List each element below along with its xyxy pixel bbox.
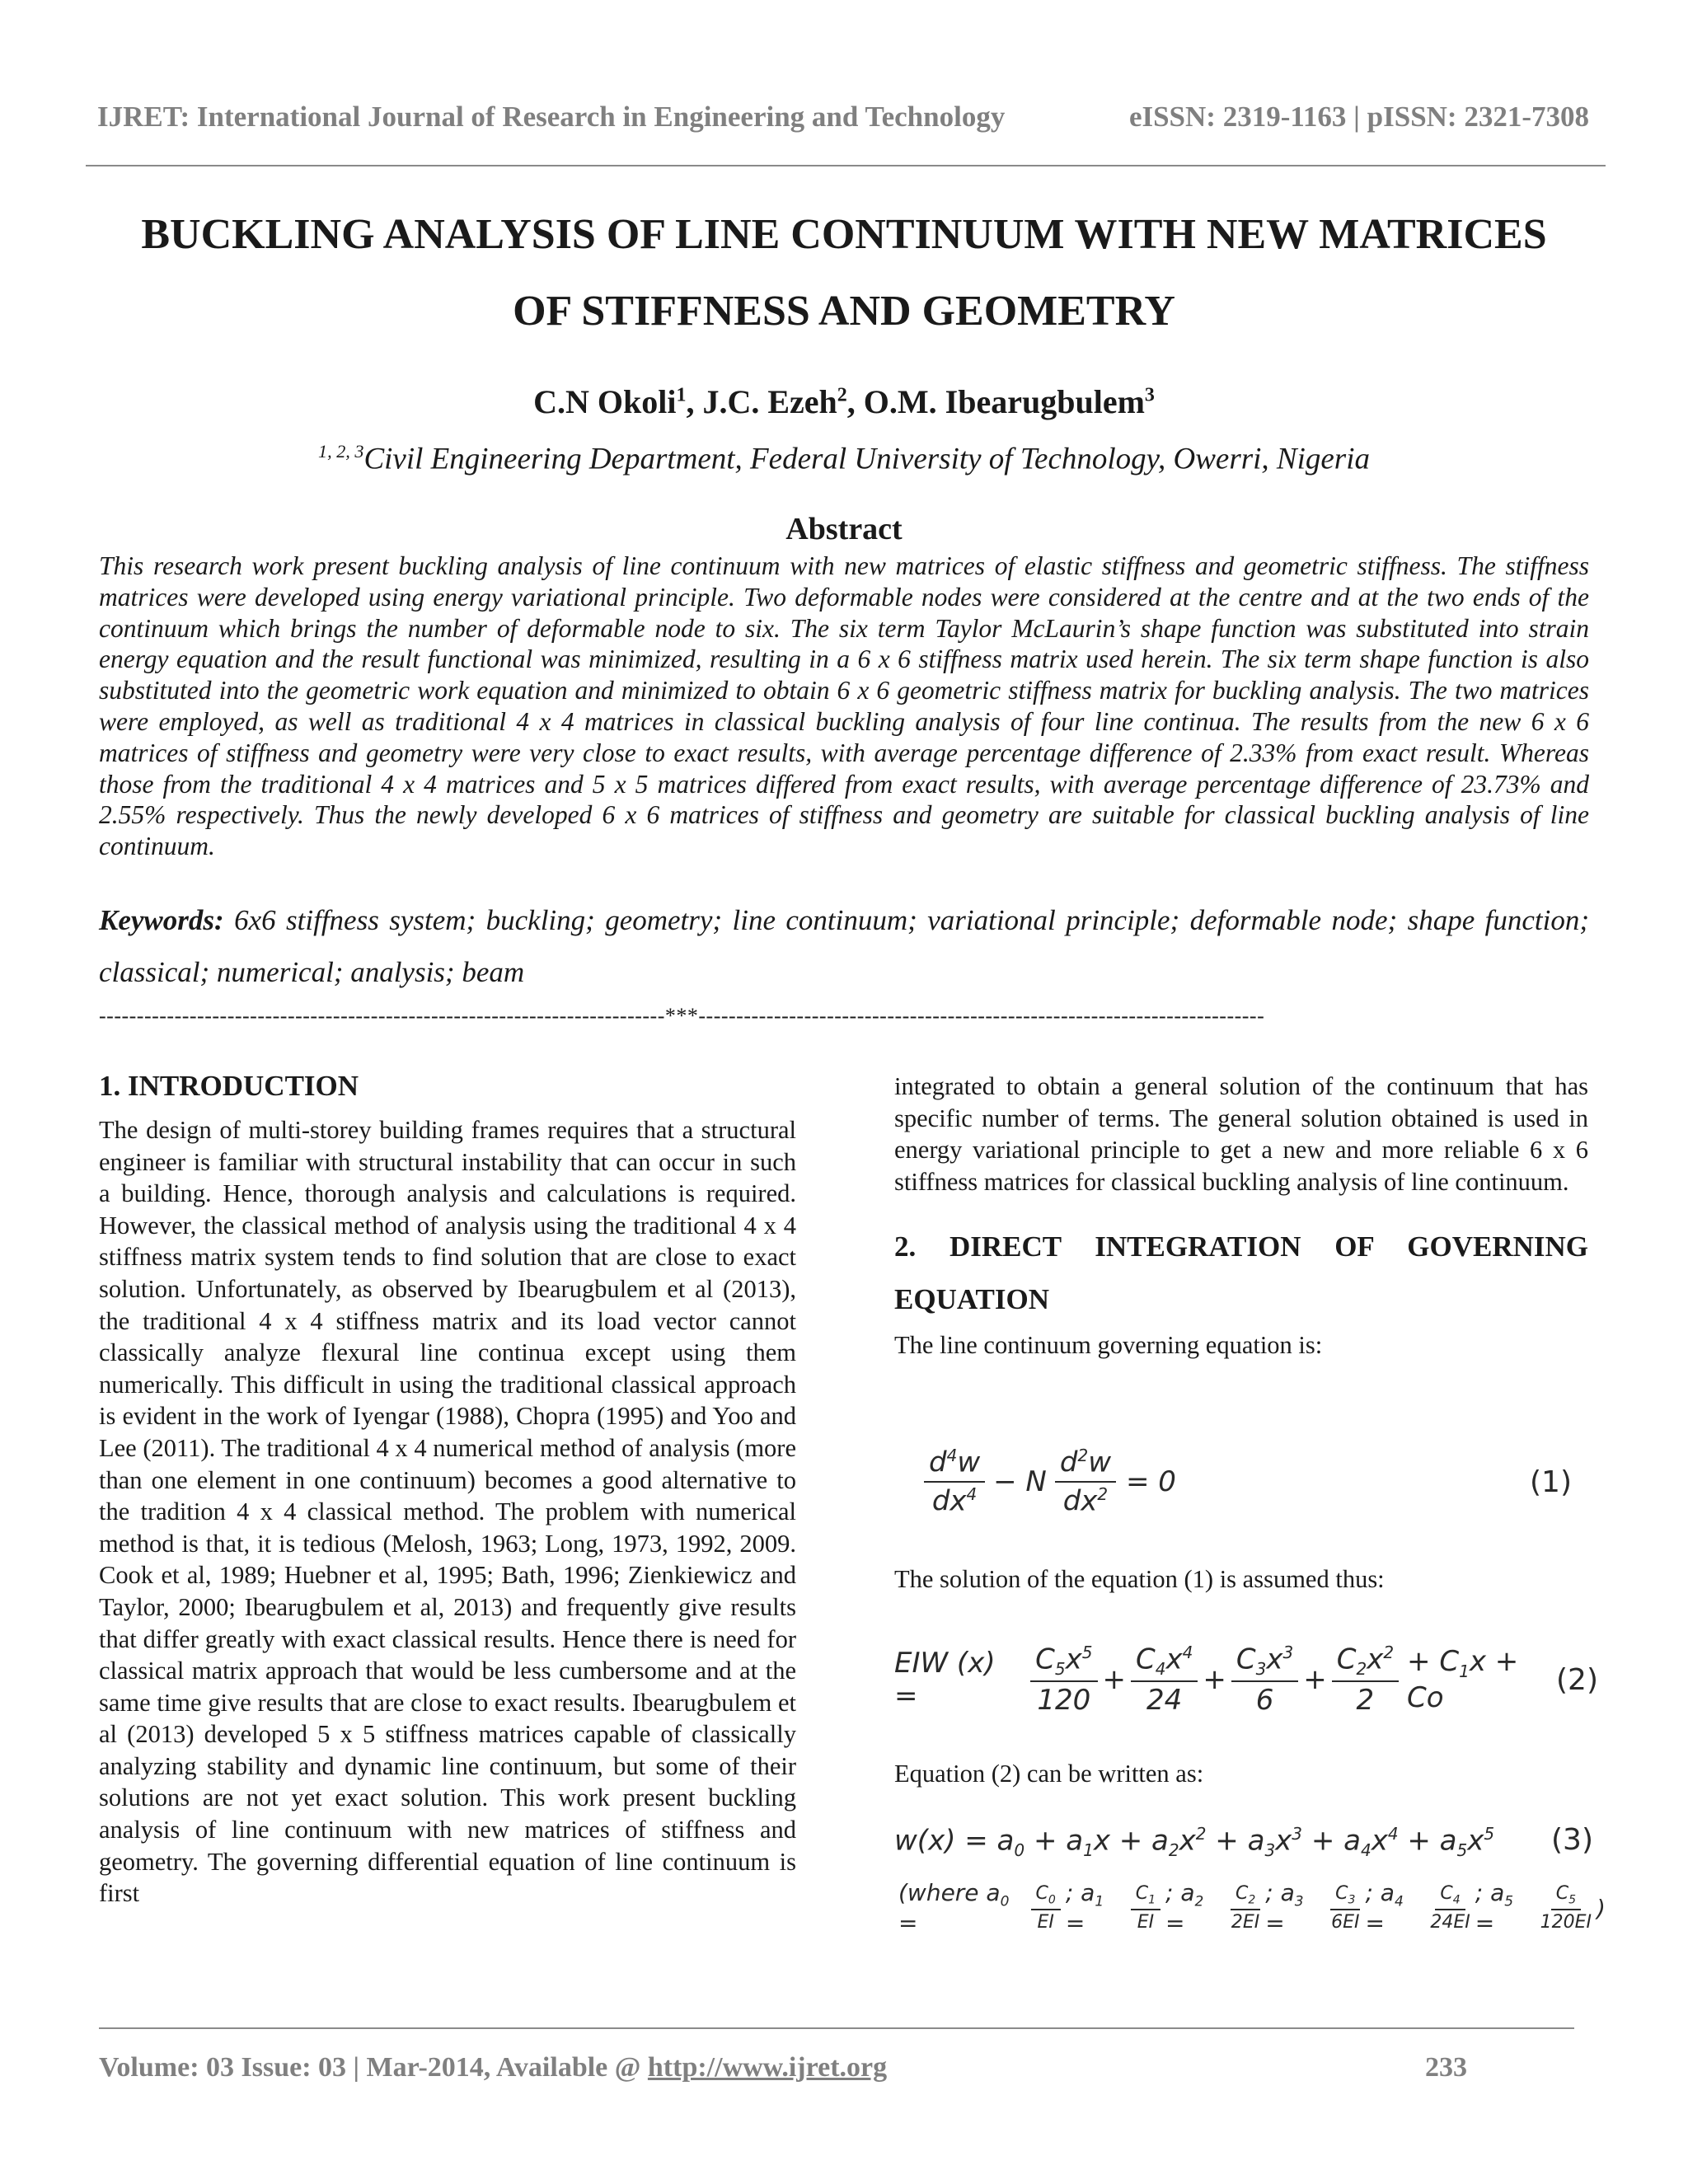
equation-3: $w(x) = a_0 + a_1x + a_2x^2 + a_3x^3 + a_4x^4 + a_5x^5$ xyxy=(894,1823,1495,1861)
coef-a5: $\frac{C_5}{120EI}$ xyxy=(1540,1883,1592,1933)
author-sup: 2 xyxy=(837,384,847,406)
section-2-heading-line-2: EQUATION xyxy=(894,1283,1049,1316)
author-name: C.N Okoli xyxy=(533,383,677,420)
affiliation-text: Civil Engineering Department, Federal University of Technology, Owerri, Nigeria xyxy=(363,442,1370,476)
coef-a1: $\frac{C_1}{EI}$ xyxy=(1131,1883,1160,1932)
keywords-text: 6x6 stiffness system; buckling; geometry; line continuum; variational principle; deformable node; shape function; classical; numerical; analysis; beam xyxy=(99,904,1590,988)
col2-intro-text: integrated to obtain a general solution of the continuum that has specific number of terms. The general solution obtained is used in energy variational principle to get a new and more reliable 6 x 6 stiffness matrices for classical buckling analysis of line continuum. xyxy=(894,1072,1588,1196)
footer-volume xyxy=(99,2052,887,2083)
separator-mid: *** xyxy=(664,1004,699,1028)
separator-right: --------------------------------------------------------------------------- xyxy=(698,1004,1265,1028)
eq2-term-c5: $\frac{C_5x^5}{120}$ xyxy=(1030,1643,1097,1717)
equation-1: $\frac{d^4w}{dx^4}$ − N $\frac{d^2w}{dx^2}$ = 0 xyxy=(919,1438,1562,1525)
eq1-term-d4w: $\frac{d^4w}{dx^4}$ xyxy=(924,1446,985,1517)
right-column xyxy=(894,1071,1588,1361)
page-number: 233 xyxy=(1425,2052,1467,2083)
author-sup: 3 xyxy=(1144,384,1155,406)
keywords xyxy=(99,894,1589,998)
eq2-term-c4: $\frac{C_4x^4}{24}$ xyxy=(1131,1643,1198,1717)
equation-2-number: (2) xyxy=(1556,1663,1598,1697)
eq1-term-d2w: $\frac{d^2w}{dx^2}$ xyxy=(1055,1446,1116,1517)
abstract-text: This research work present buckling analysis of line continuum with new matrices of elastic stiffness and geometric stiffness. The stiffness matrices were developed using energy variational principle. Two deformable nodes were considered at the centre and at the two ends of the continuum which brings the number of deformable node to six. The six term Taylor McLaurin’s shape function was substituted into strain energy equation and the result functional was minimized, resulting in a 6 x 6 stiffness matrix used herein. The six term shape function is also substituted into the geometric work equation and minimized to obtain 6 x 6 geometric stiffness matrix for buckling analysis. The two matrices were employed, as well as traditional 4 x 4 matrices in classical buckling analysis of four line continua. The results from the new 6 x 6 matrices of stiffness and geometry were very close to exact results, with average percentage difference of 2.33% from exact result. Whereas those from the traditional 4 x 4 matrices and 5 x 5 matrices differed from exact results, with average percentage difference of 23.73% and 2.55% respectively. Thus the newly developed 6 x 6 matrices of stiffness and geometry are suitable for classical buckling analysis of line continuum. xyxy=(99,551,1589,861)
author-sup: 1 xyxy=(676,384,687,406)
coef-a0: $\frac{C_0}{EI}$ xyxy=(1031,1883,1061,1932)
section-2-para-2: The solution of the equation (1) is assumed thus: xyxy=(894,1565,1385,1593)
section-2-heading xyxy=(894,1221,1588,1326)
section-2-para-3: Equation (2) can be written as: xyxy=(894,1760,1204,1788)
keywords-label: Keywords: xyxy=(99,904,224,936)
footer-volume-text: Volume: 03 Issue: 03 | Mar-2014, Available @ xyxy=(99,2052,648,2083)
issn: eISSN: 2319-1163 | pISSN: 2321-7308 xyxy=(1128,101,1589,133)
equation-3-coefficients: (where $a_0$ = $\frac{C_0}{EI}$ ; $a_1$ = $\frac{C_1}{EI}$ ; $a_2$ = $\frac{C_2}{2EI}$ ; $a_3$ = $\frac{C_3}{6EI}$ ; $a_4$ = $\frac{C_4}{24EI}$ ; $a_5$ = $\frac{C_5}{120EI}$ ) xyxy=(898,1878,1606,1938)
abstract-heading: Abstract xyxy=(785,512,903,546)
journal-link[interactable]: http://www.ijret.org xyxy=(647,2052,888,2083)
running-header xyxy=(97,101,1589,134)
footer xyxy=(99,2052,1467,2083)
section-2-heading-line-1: 2. DIRECT INTEGRATION OF GOVERNING xyxy=(894,1230,1588,1263)
section-1-text: The design of multi-storey building frames requires that a structural engineer is familiar with structural instability that can occur in such a building. Hence, thorough analysis and calculations is required. However, the classical method of analysis using the traditional 4 x 4 stiffness matrix system tends to find solution that are close to exact solution. Unfortunately, as observed by Ibearugbulem et al (2013), the traditional 4 x 4 stiffness matrix and its load vector cannot classically analyze flexural line continua except using them numerically. This difficult in using the traditional classical approach is evident in the work of Iyengar (1988), Chopra (1995) and Yoo and Lee (2011). The traditional 4 x 4 numerical method of analysis (more than one element in one continuum) becomes a good alternative to the tradition 4 x 4 classical method. The problem with numerical method is that, it is tedious (Melosh, 1963; Long, 1973, 1992, 2009. Cook et al, 1989; Huebner et al, 1995; Bath, 1996; Zienkiewicz and Taylor, 2000; Ibearugbulem et al, 2013) and frequently give results that differ greatly with exact classical results. Hence there is need for classical matrix approach that would be less cumbersome and at the same time give results that are close to exact results. Ibearugbulem et al (2013) developed 5 x 5 stiffness matrices capable of classically analyzing stability and dynamic line continuum, but some of their solutions are not yet exact solution. This work present buckling analysis of line continuum with new matrices of stiffness and geometry. The governing differential equation of line continuum is first xyxy=(99,1116,796,1908)
author-list: C.N Okoli$^1$, J.C. Ezeh$^2$, O.M. Ibearugbulem$^3$ xyxy=(533,383,1155,420)
header-rule xyxy=(86,165,1606,166)
separator-left: --------------------------------------------------------------------------- xyxy=(99,1004,665,1028)
coef-a2: $\frac{C_2}{2EI}$ xyxy=(1231,1883,1260,1933)
eq2-term-c3: $\frac{C_3x^3}{6}$ xyxy=(1231,1643,1298,1717)
eq2-term-c2: $\frac{C_2x^2}{2}$ xyxy=(1332,1643,1399,1717)
journal-name: IJRET: International Journal of Research in Engineering and Technology xyxy=(97,101,1006,133)
section-2-para-1: The line continuum governing equation is: xyxy=(894,1331,1323,1360)
author-name: O.M. Ibearugbulem xyxy=(863,383,1145,420)
equation-1-number: (1) xyxy=(1530,1465,1572,1499)
section-1-heading: 1. INTRODUCTION xyxy=(99,1070,359,1102)
title-line-1: BUCKLING ANALYSIS OF LINE CONTINUUM WITH NEW MATRICES xyxy=(141,211,1547,258)
affiliation xyxy=(0,441,1688,476)
author-name: J.C. Ezeh xyxy=(702,383,837,420)
title-line-2: OF STIFFNESS AND GEOMETRY xyxy=(513,288,1175,335)
affiliation-sup: 1, 2, 3 xyxy=(318,441,364,462)
paper-title xyxy=(82,196,1606,349)
section-separator xyxy=(99,1004,1541,1029)
equation-2: EIW (x) = $\frac{C_5x^5}{120}$ + $\frac{C_4x^4}{24}$ + $\frac{C_3x^3}{6}$ + $\frac{C_2x^2}{2}$ + $C_1x + Co$ xyxy=(894,1642,1519,1718)
footer-rule xyxy=(99,2027,1574,2029)
coef-a4: $\frac{C_4}{24EI}$ xyxy=(1430,1883,1470,1933)
equation-3-number: (3) xyxy=(1551,1823,1593,1857)
left-column xyxy=(99,1070,796,1910)
coef-a3: $\frac{C_3}{6EI}$ xyxy=(1331,1883,1360,1933)
